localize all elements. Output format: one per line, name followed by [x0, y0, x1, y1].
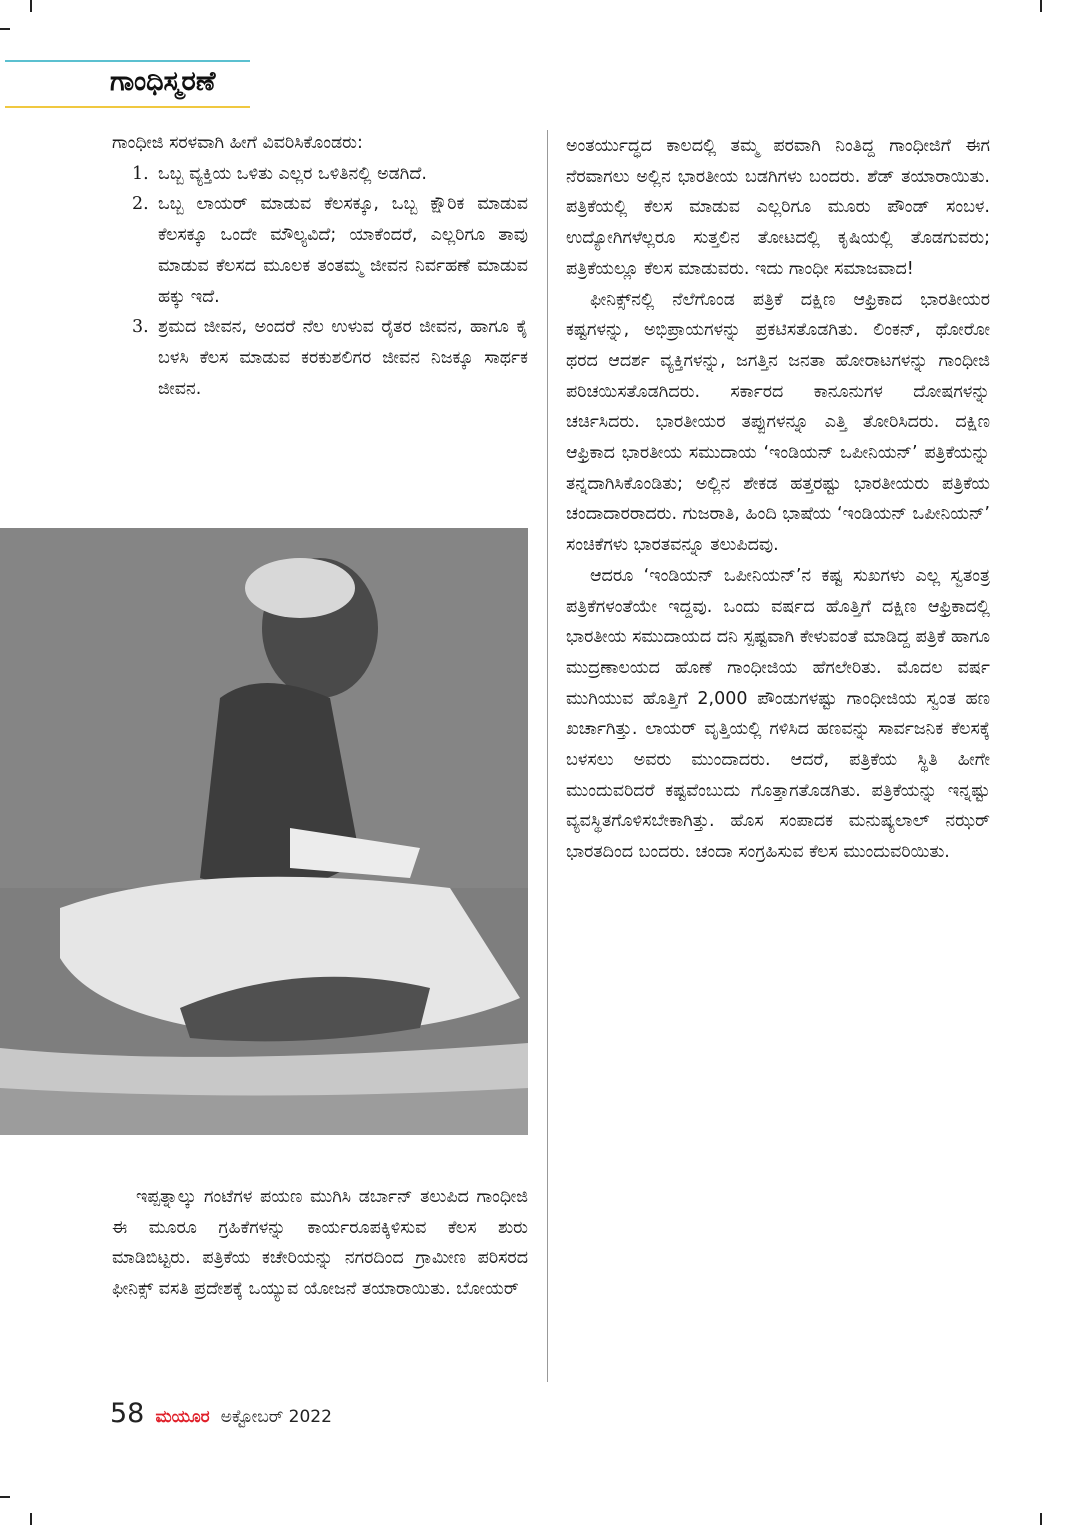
crop-mark — [1040, 1513, 1042, 1525]
page-footer — [110, 1398, 332, 1429]
crop-mark — [0, 28, 10, 30]
gandhi-writing-photo — [0, 528, 528, 1135]
paragraph: ಫೀನಿಕ್ಸ್‌ನಲ್ಲಿ ನೆಲೆಗೊಂಡ ಪತ್ರಿಕೆ ದಕ್ಷಿಣ ಆಫ್ರಿಕಾದ ಭಾರತೀಯರ ಕಷ್ಟಗಳನ್ನು, ಅಭಿಪ್ರಾಯಗಳನ್ನು ಪ್ರಕಟಿಸತೊಡಗಿತು. ಲಿಂಕನ್, ಥೋರೋ ಥರದ ಆದರ್ಶ ವ್ಯಕ್ತಿಗಳನ್ನು, ಜಗತ್ತಿನ ಜನತಾ ಹೋರಾಟಗಳನ್ನು ಗಾಂಧೀಜಿ ಪರಿಚಯಿಸತೊಡಗಿದರು. ಸರ್ಕಾರದ ಕಾನೂನುಗಳ ದೋಷಗಳನ್ನು ಚರ್ಚಿಸಿದರು. ಭಾರತೀಯರ ತಪ್ಪುಗಳನ್ನೂ ಎತ್ತಿ ತೋರಿಸಿದರು. ದಕ್ಷಿಣ ಆಫ್ರಿಕಾದ ಭಾರತೀಯ ಸಮುದಾಯ ‘ಇಂಡಿಯನ್ ಒಪೀನಿಯನ್’ ಪತ್ರಿಕೆಯನ್ನು ತನ್ನದಾಗಿಸಿಕೊಂಡಿತು; ಅಲ್ಲಿನ ಶೇಕಡ ಹತ್ತರಷ್ಟು ಭಾರತೀಯರು ಪತ್ರಿಕೆಯ ಚಂದಾದಾರರಾದರು. ಗುಜರಾತಿ, ಹಿಂದಿ ಭಾಷೆಯ ‘ಇಂಡಿಯನ್ ಒಪೀನಿಯನ್’ ಸಂಚಿಕೆಗಳು ಭಾರತವನ್ನೂ ತಲುಪಿದವು. — [566, 289, 990, 556]
crop-mark — [30, 1513, 32, 1525]
crop-mark — [1040, 0, 1042, 12]
left-column-top — [112, 128, 528, 404]
section-title: ಗಾಂಧಿಸ್ಮರಣೆ — [110, 66, 216, 97]
item-number: 2. — [132, 194, 149, 215]
right-column — [566, 131, 990, 868]
column-divider — [547, 130, 548, 1382]
item-text: ಶ್ರಮದ ಜೀವನ, ಅಂದರೆ ನೆಲ ಉಳುವ ರೈತರ ಜೀವನ, ಹಾಗೂ ಕೈ ಬಳಸಿ ಕೆಲಸ ಮಾಡುವ ಕರಕುಶಲಿಗರ ಜೀವನ ನಿಜಕ್ಕೂ ಸಾರ್ಥಕ ಜೀವನ. — [158, 317, 528, 399]
left-column-bottom — [112, 1182, 528, 1305]
issue-date: ಅಕ್ಟೋಬರ್ 2022 — [220, 1407, 332, 1427]
list-item — [112, 312, 528, 404]
item-text: ಒಬ್ಬ ಲಾಯರ್ ಮಾಡುವ ಕೆಲಸಕ್ಕೂ, ಒಬ್ಬ ಕ್ಷೌರಿಕ ಮಾಡುವ ಕೆಲಸಕ್ಕೂ ಒಂದೇ ಮೌಲ್ಯವಿದೆ; ಯಾಕೆಂದರೆ, ಎಲ್ಲರಿಗೂ ತಾವು ಮಾಡುವ ಕೆಲಸದ ಮೂಲಕ ತಂತಮ್ಮ ಜೀವನ ನಿರ್ವಹಣೆ ಮಾಡುವ ಹಕ್ಕು ಇದೆ. — [158, 194, 528, 307]
page-number: 58 — [110, 1398, 145, 1429]
header-bottom-rule — [5, 106, 250, 108]
list-item — [112, 189, 528, 312]
header-top-rule — [5, 60, 250, 62]
points-list — [112, 159, 528, 405]
magazine-logo: ಮಯೂರ — [155, 1407, 210, 1427]
crop-mark — [30, 0, 32, 12]
paragraph: ಅಂತರ್ಯುದ್ಧದ ಕಾಲದಲ್ಲಿ ತಮ್ಮ ಪರವಾಗಿ ನಿಂತಿದ್ದ ಗಾಂಧೀಜಿಗೆ ಈಗ ನೆರವಾಗಲು ಅಲ್ಲಿನ ಭಾರತೀಯ ಬಡಗಿಗಳು ಬಂದರು. ಶೆಡ್ ತಯಾರಾಯಿತು. ಪತ್ರಿಕೆಯಲ್ಲಿ ಕೆಲಸ ಮಾಡುವ ಎಲ್ಲರಿಗೂ ಮೂರು ಪೌಂಡ್ ಸಂಬಳ. ಉದ್ಯೋಗಿಗಳೆಲ್ಲರೂ ಸುತ್ತಲಿನ ತೋಟದಲ್ಲಿ ಕೃಷಿಯಲ್ಲಿ ತೊಡಗುವರು; ಪತ್ರಿಕೆಯಲ್ಲೂ ಕೆಲಸ ಮಾಡುವರು. ಇದು ಗಾಂಧೀ ಸಮಾಜವಾದ! — [566, 136, 990, 279]
paragraph: ಆದರೂ ‘ಇಂಡಿಯನ್ ಒಪೀನಿಯನ್’ನ ಕಷ್ಟ ಸುಖಗಳು ಎಲ್ಲ ಸ್ವತಂತ್ರ ಪತ್ರಿಕೆಗಳಂತೆಯೇ ಇದ್ದವು. ಒಂದು ವರ್ಷದ ಹೊತ್ತಿಗೆ ದಕ್ಷಿಣ ಆಫ್ರಿಕಾದಲ್ಲಿ ಭಾರತೀಯ ಸಮುದಾಯದ ದನಿ ಸ್ಪಷ್ಟವಾಗಿ ಕೇಳುವಂತೆ ಮಾಡಿದ್ದ ಪತ್ರಿಕೆ ಹಾಗೂ ಮುದ್ರಣಾಲಯದ ಹೊಣೆ ಗಾಂಧೀಜಿಯ ಹೆಗಲೇರಿತು. ಮೊದಲ ವರ್ಷ ಮುಗಿಯುವ ಹೊತ್ತಿಗೆ 2,000 ಪೌಂಡುಗಳಷ್ಟು ಗಾಂಧೀಜಿಯ ಸ್ವಂತ ಹಣ ಖರ್ಚಾಗಿತ್ತು. ಲಾಯರ್ ವೃತ್ತಿಯಲ್ಲಿ ಗಳಿಸಿದ ಹಣವನ್ನು ಸಾರ್ವಜನಿಕ ಕೆಲಸಕ್ಕೆ ಬಳಸಲು ಅವರು ಮುಂದಾದರು. ಆದರೆ, ಪತ್ರಿಕೆಯ ಸ್ಥಿತಿ ಹೀಗೇ ಮುಂದುವರಿದರೆ ಕಷ್ಟವೆಂಬುದು ಗೊತ್ತಾಗತೊಡಗಿತು. ಪತ್ರಿಕೆಯನ್ನು ಇನ್ನಷ್ಟು ವ್ಯವಸ್ಥಿತಗೊಳಿಸಬೇಕಾಗಿತ್ತು. ಹೊಸ ಸಂಪಾದಕ ಮನುಷ್ಯಲಾಲ್ ನಝರ್ ಭಾರತದಿಂದ ಬಂದರು. ಚಂದಾ ಸಂಗ್ರಹಿಸುವ ಕೆಲಸ ಮುಂದುವರಿಯಿತು. — [566, 565, 990, 863]
paragraph: ಇಪ್ಪತ್ನಾಲ್ಕು ಗಂಟೆಗಳ ಪಯಣ ಮುಗಿಸಿ ಡರ್ಬಾನ್ ತಲುಪಿದ ಗಾಂಧೀಜಿ ಈ ಮೂರೂ ಗ್ರಹಿಕೆಗಳನ್ನು ಕಾರ್ಯರೂಪಕ್ಕಿಳಿಸುವ ಕೆಲಸ ಶುರು ಮಾಡಿಬಿಟ್ಟರು. ಪತ್ರಿಕೆಯ ಕಚೇರಿಯನ್ನು ನಗರದಿಂದ ಗ್ರಾಮೀಣ ಪರಿಸರದ ಫೀನಿಕ್ಸ್ ವಸತಿ ಪ್ರದೇಶಕ್ಕೆ ಒಯ್ಯುವ ಯೋಜನೆ ತಯಾರಾಯಿತು. ಬೋಯರ್ — [112, 1187, 528, 1300]
item-text: ಒಬ್ಬ ವ್ಯಕ್ತಿಯ ಒಳಿತು ಎಲ್ಲರ ಒಳಿತಿನಲ್ಲಿ ಅಡಗಿದೆ. — [158, 163, 427, 184]
photo-illustration — [0, 528, 528, 1135]
item-number: 3. — [132, 317, 149, 338]
list-item — [112, 159, 528, 190]
crop-mark — [0, 1496, 10, 1498]
item-number: 1. — [132, 163, 149, 184]
intro-text: ಗಾಂಧೀಜಿ ಸರಳವಾಗಿ ಹೀಗೆ ವಿವರಿಸಿಕೊಂಡರು: — [112, 133, 363, 153]
